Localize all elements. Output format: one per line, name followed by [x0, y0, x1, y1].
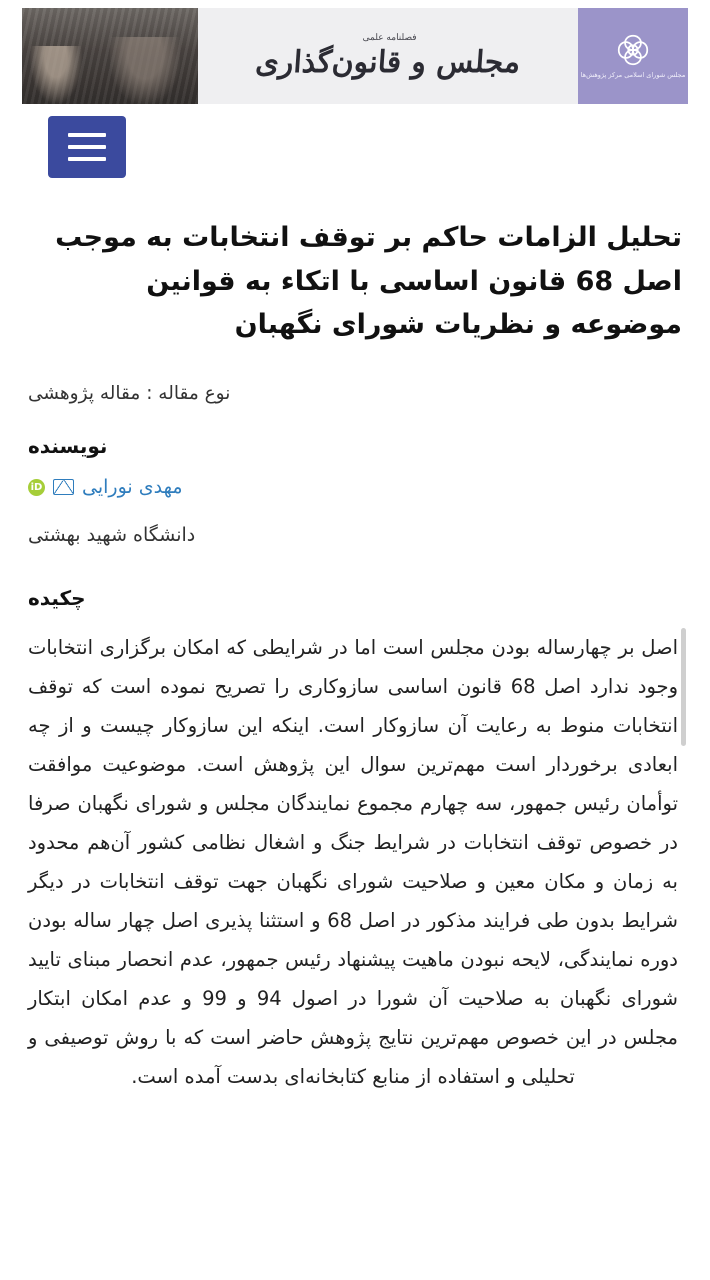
banner-inner: [22, 8, 688, 104]
journal-subtitle: فصلنامه علمی: [362, 32, 417, 43]
abstract-text: اصل بر چهارساله بودن مجلس است اما در شرایطی که امکان برگزاری انتخابات وجود ندارد اصل 68 قانون اساسی سازوکاری را تصریح نموده است که توقف انتخابات منوط به رعایت آن سازوکار است. اینکه این سازوکار چیست و از چه ابعادی برخوردار است مهم‌ترین سوال این پژوهش است. موضوعیت موافقت توأمان رئیس جمهور، سه چهارم مجموع نمایندگان مجلس و شورای نگهبان صرفا در خصوص توقف انتخابات در شرایط جنگ و اشغال نظامی کشور آن‌هم محدود به زمان و مکان معین و صلاحیت شورای نگهبان جهت توقف انتخابات در دیگر شرایط بدون طی فرایند مذکور در اصل 68 و استثنا پذیری اصل چهار ساله بودن دوره نمایندگی، لایحه نبودن ماهیت پیشنهاد رئیس جمهور، عدم انحصار مبنای تایید شورای نگهبان به صلاحیت آن شورا در اصول 94 و 99 و عدم امکان ابتکار مجلس در این خصوص مهم‌ترین نتایج پژوهش حاضر است که با روش توصیفی و تحلیلی و استفاده از منابع کتابخانه‌ای بدست آمده است.: [28, 636, 679, 1089]
hamburger-bar-1: [68, 133, 106, 137]
author-affiliation: دانشگاه شهید بهشتی: [28, 524, 196, 547]
hamburger-bar-3: [68, 157, 106, 161]
authors-heading: نویسنده: [28, 434, 108, 459]
page-title: تحلیل الزامات حاکم بر توقف انتخابات به موجب اصل 68 قانون اساسی با اتکاء به قوانین موضوعه و نظریات شورای نگهبان: [55, 222, 682, 341]
journal-title: مجلس و قانون‌گذاری: [254, 44, 522, 80]
logo-caption: مجلس شورای اسلامی مرکز پژوهش‌ها: [580, 71, 686, 80]
flower-emblem-icon: [614, 31, 652, 69]
abstract-heading: چکیده: [28, 586, 86, 611]
email-icon[interactable]: [53, 479, 74, 495]
hamburger-menu-icon[interactable]: [48, 116, 126, 178]
site-banner: [0, 0, 710, 104]
article-type: نوع مقاله : مقاله پژوهشی: [28, 383, 231, 405]
hamburger-bar-2: [68, 145, 106, 149]
banner-photo: [22, 8, 198, 104]
banner-title-panel[interactable]: [198, 8, 578, 104]
orcid-icon[interactable]: iD: [28, 479, 45, 496]
author-name-link[interactable]: مهدی نورایی: [82, 476, 183, 499]
author-row: [28, 476, 682, 498]
banner-logo-panel[interactable]: [578, 8, 688, 104]
journal-title-block: [254, 34, 522, 79]
scrollbar[interactable]: [681, 628, 686, 746]
article-container: [0, 216, 710, 1136]
